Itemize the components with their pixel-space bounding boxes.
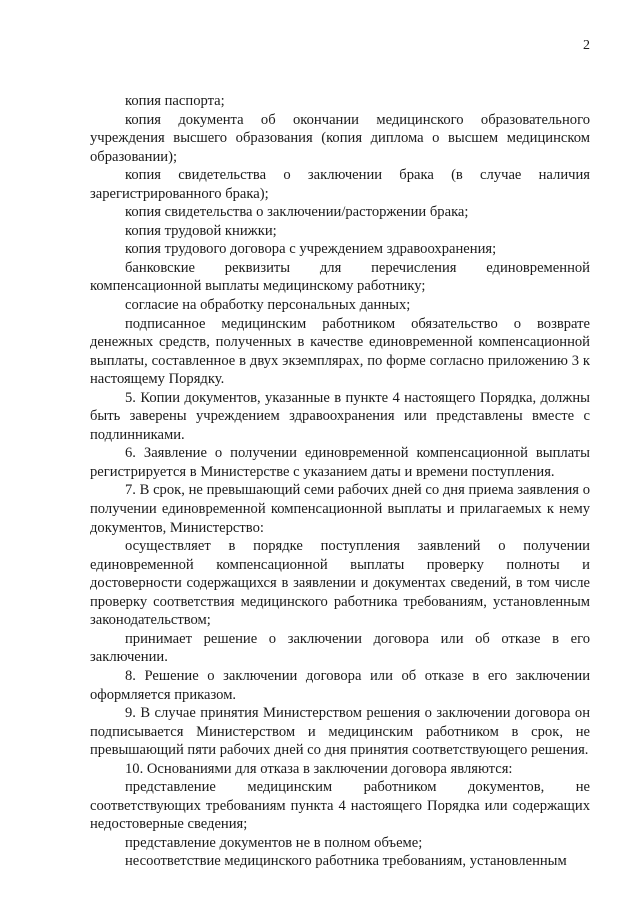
document-body xyxy=(90,92,590,871)
paragraph-employment-contract: копия трудового договора с учреждением здравоохранения; xyxy=(125,241,497,258)
paragraph-marriage-certificate: копия свидетельства о заключении брака (в случае наличия зарегистрированного брака); xyxy=(90,167,590,202)
paragraph-clause-7-check: осуществляет в порядке поступления заявлений о получении единовременной компенсационной выплаты проверку полноты и достоверности содержащихся в заявлении и документах сведений, в том числе проверку соответствия медицинского работника требованиям, установленным законодательством; xyxy=(90,538,590,629)
paragraph-clause-7-decision: принимает решение о заключении договора или об отказе в его заключении. xyxy=(90,630,590,666)
paragraph-bank-details: банковские реквизиты для перечисления единовременной компенсационной выплаты медицинскому работнику; xyxy=(90,259,590,295)
paragraph-clause-8: 8. Решение о заключении договора или об отказе в его заключении оформляется приказом. xyxy=(90,667,590,703)
paragraph-divorce-certificate: копия свидетельства о заключении/расторжении брака; xyxy=(125,204,469,221)
paragraph-clause-5: 5. Копии документов, указанные в пункте 4 настоящего Порядка, должны быть заверены учреждением здравоохранения или представлены вместе с подлинниками. xyxy=(90,389,590,443)
paragraph-clause-6: 6. Заявление о получении единовременной компенсационной выплаты регистрируется в Министерстве с указанием даты и времени поступления. xyxy=(90,445,590,480)
paragraph-clause-7: 7. В срок, не превышающий семи рабочих дней со дня приема заявления о получении единовременной компенсационной выплаты и прилагаемых к нему документов, Министерство: xyxy=(90,482,590,536)
paragraph-passport-copy: копия паспорта; xyxy=(125,93,225,109)
paragraph-clause-10-incomplete-docs: представление документов не в полном объеме; xyxy=(125,834,423,851)
paragraph-clause-10-nonconformity: несоответствие медицинского работника требованиям, установленным xyxy=(125,853,567,870)
paragraph-clause-10: 10. Основаниями для отказа в заключении договора являются: xyxy=(125,760,513,777)
paragraph-diploma-copy: копия документа об окончании медицинского образовательного учреждения высшего образования (копия диплома о высшем медицинском образовании); xyxy=(90,111,590,165)
page-number: 2 xyxy=(583,38,590,53)
paragraph-employment-record: копия трудовой книжки; xyxy=(125,222,277,239)
paragraph-data-consent: согласие на обработку персональных данных; xyxy=(125,297,411,314)
paragraph-refund-obligation: подписанное медицинским работником обязательство о возврате денежных средств, полученных в качестве единовременной компенсационной выплаты, составленное в двух экземплярах, по форме согласно приложению 3 к настоящему Порядку. xyxy=(90,315,590,388)
paragraph-clause-9: 9. В случае принятия Министерством решения о заключении договора он подписывается Министерством и медицинским работником в срок, не превышающий пяти рабочих дней со дня принятия соответствующего решения. xyxy=(90,705,590,759)
paragraph-clause-10-invalid-docs: представление медицинским работником документов, не соответствующих требованиям пункта 4 настоящего Порядка или содержащих недостоверные сведения; xyxy=(90,779,590,833)
